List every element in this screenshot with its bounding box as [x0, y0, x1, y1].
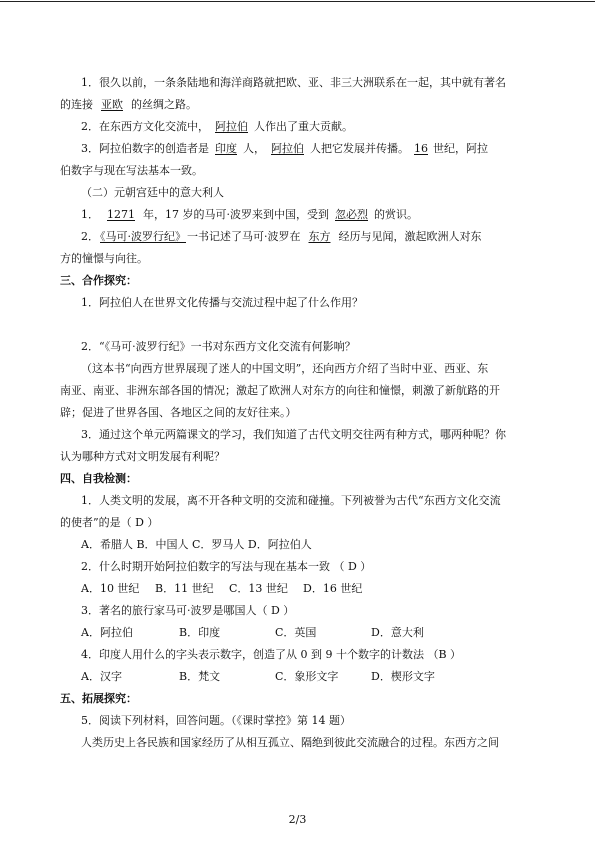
test-1-line1: 1．人类文明的发展，离不开各种文明的交流和碰撞。下列被誉为古代“东西方文化交流 — [81, 494, 501, 507]
section-heading-3: 三、合作探究： — [60, 274, 137, 287]
extension-question: 5．阅读下列材料，回答问题。（《课时掌控》第 14 题） — [81, 714, 351, 727]
subsection-title: （二）元朝宫廷中的意大利人 — [81, 186, 224, 199]
yuan-item-1: 1． 1271 年，17 岁的马可·波罗来到中国，受到 忽必烈 的赏识。 — [81, 208, 418, 221]
question-3-line1: 3．通过这个单元两篇课文的学习，我们知道了古代文明交往两有种方式，哪两种呢？你 — [81, 428, 506, 441]
top-rule — [0, 1, 595, 2]
question-2: 2．“《马可·波罗行纪》一书对东西方文化交流有何影响？ — [81, 340, 356, 353]
answer-2-line3: 辟；促进了世界各国、各地区之间的友好往来。） — [60, 406, 297, 419]
test-4: 4．印度人用什么的字头表示数字，创造了从 0 到 9 十个数字的计数法 （B ） — [81, 648, 462, 661]
yuan-item-2-line1: 2．《马可·波罗行纪》一书记述了马可·波罗在 东方 经历与见闻，激起欧洲人对东 — [81, 230, 482, 243]
section-heading-5: 五、拓展探究： — [60, 692, 137, 705]
test-3-options: A．阿拉伯 B．印度 C．英国 D．意大利 — [81, 626, 424, 639]
question-3-line2: 认为哪种方式对文明发展有利呢？ — [60, 450, 225, 463]
document-body — [60, 72, 544, 754]
answer-blank: 《马可·波罗行纪》 — [100, 230, 186, 243]
extension-material: 人类历史上各民族和国家经历了从相互孤立、隔绝到彼此交流融合的过程。东西方之间 — [81, 736, 499, 749]
page-number: 2/3 — [288, 813, 307, 826]
answer-blank: 东方 — [308, 230, 331, 243]
section-heading-4: 四、自我检测： — [60, 472, 137, 485]
test-4-options: A．汉字 B．梵文 C．象形文字 D．楔形文字 — [81, 670, 435, 683]
yuan-item-2-line2: 方的憧憬与向往。 — [60, 252, 148, 265]
test-1-line2: 的使者”的是（ D ） — [60, 516, 159, 529]
answer-2-line1: （这本书“向西方世界展现了迷人的中国文明”，还向西方介绍了当时中亚、西亚、东 — [81, 362, 489, 375]
item-3-line1: 3．阿拉伯数字的创造者是 印度 人， 阿拉伯 人把它发展并传播。 16 世纪，阿拉 — [81, 142, 488, 155]
item-1-line1: 1．很久以前，一条条陆地和海洋商路就把欧、亚、非三大洲联系在一起，其中就有著名 — [81, 76, 506, 89]
question-1: 1．阿拉伯人在世界文化传播与交流过程中起了什么作用？ — [81, 296, 363, 309]
item-3-line2: 伯数字与现在写法基本一致。 — [60, 164, 203, 177]
test-1-options: A．希腊人 B．中国人 C．罗马人 D．阿拉伯人 — [81, 538, 312, 551]
answer-blank: 阿拉伯 — [215, 120, 248, 133]
answer-blank: 阿拉伯 — [271, 142, 304, 155]
answer-2-line2: 南亚、南亚、非洲东部各国的情况；激起了欧洲人对东方的向往和憧憬，刺激了新航路的开 — [60, 384, 500, 397]
item-1-line2: 的连接 亚欧 的丝绸之路。 — [60, 98, 197, 111]
answer-blank: 16 — [414, 142, 428, 155]
answer-blank: 1271 — [107, 208, 135, 221]
test-2-options: A．10 世纪 B．11 世纪 C．13 世纪 D．16 世纪 — [81, 582, 363, 595]
answer-blank: 忽必烈 — [335, 208, 368, 221]
answer-blank: 亚欧 — [101, 98, 123, 111]
answer-blank: 印度 — [215, 142, 237, 155]
item-2: 2．在东西方文化交流中， 阿拉伯 人作出了重大贡献。 — [81, 120, 353, 133]
test-3: 3．著名的旅行家马可·波罗是哪国人（ D ） — [81, 604, 295, 617]
test-2: 2．什么时期开始阿拉伯数字的写法与现在基本一致 （ D ） — [81, 560, 372, 573]
